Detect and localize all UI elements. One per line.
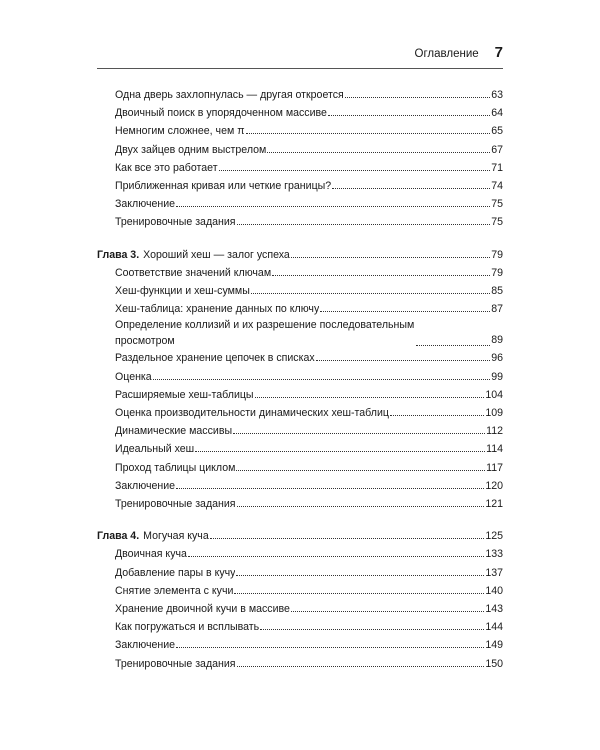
dot-leader (246, 132, 491, 134)
dot-leader (234, 592, 484, 594)
toc-entry-page: 64 (491, 107, 503, 120)
toc-entry-page: 79 (491, 266, 503, 279)
toc-entry-page: 67 (491, 143, 503, 156)
toc-entry[interactable] (97, 636, 503, 654)
toc-entry[interactable] (97, 318, 503, 349)
toc-entry-page: 71 (491, 161, 503, 174)
toc-entry[interactable] (97, 159, 503, 177)
dot-leader (188, 555, 484, 557)
toc-entry[interactable] (97, 300, 503, 318)
toc-entry-page: 150 (485, 657, 503, 670)
toc-entry-title: Динамические массивы (115, 425, 233, 438)
running-title: Оглавление (414, 48, 479, 60)
dot-leader (320, 310, 490, 312)
dot-leader (251, 292, 490, 294)
dot-leader (219, 169, 491, 171)
toc-entry-page: 85 (491, 285, 503, 298)
toc-entry[interactable] (97, 440, 503, 458)
toc-entry[interactable] (97, 368, 503, 386)
toc-entry[interactable] (97, 404, 503, 422)
toc-entry[interactable] (97, 177, 503, 195)
dot-leader (291, 256, 490, 258)
toc-entry[interactable] (97, 213, 503, 231)
toc-entry-title: Хеш-функции и хеш-суммы (115, 285, 250, 298)
dot-leader (210, 537, 485, 539)
toc-entry-page: 65 (491, 125, 503, 138)
toc-chapter-3[interactable] (97, 246, 503, 264)
chapter-title: Хороший хеш — залог успеха (143, 248, 290, 261)
dot-leader (267, 151, 490, 153)
dot-leader (233, 432, 485, 434)
toc-entry-title: Двоичная куча (115, 548, 187, 561)
toc-entry-page: 114 (486, 443, 503, 456)
toc-chapter-4[interactable] (97, 527, 503, 545)
dot-leader (236, 574, 484, 576)
page-header (97, 44, 503, 69)
toc-entry-title: Заключение (115, 479, 176, 492)
toc-entry-title: Добавление пары в кучу (115, 566, 236, 579)
toc-entry[interactable] (97, 495, 503, 513)
dot-leader (332, 187, 490, 189)
dot-leader (291, 610, 484, 612)
toc-entry-page: 74 (491, 180, 503, 193)
toc-entry-title: Двоичный поиск в упорядоченном массиве (115, 107, 327, 120)
dot-leader (345, 96, 490, 98)
toc-entry-title: Оценка производительности динамических хеш-таблиц (115, 407, 389, 420)
dot-leader (176, 205, 490, 207)
toc-entry[interactable] (97, 655, 503, 673)
toc-entry[interactable] (97, 618, 503, 636)
dot-leader (390, 414, 484, 416)
toc-entry-page: 120 (485, 479, 503, 492)
toc-entry-page: 112 (486, 425, 503, 438)
toc-entry-title: Определение коллизий и их разрешение последовательным просмотром (115, 319, 415, 347)
dot-leader (316, 359, 491, 361)
toc-entry-title: Как все это работает (115, 161, 218, 174)
toc-entry-page: 121 (485, 498, 503, 511)
toc-entry-title: Одна дверь захлопнулась — другая откроется (115, 89, 344, 101)
toc-entry-title: Раздельное хранение цепочек в списках (115, 352, 315, 365)
dot-leader (328, 114, 490, 116)
toc-entry-page: 87 (491, 303, 503, 316)
toc-entry[interactable] (97, 564, 503, 582)
toc-entry-title: Соответствие значений ключам (115, 266, 272, 279)
toc-entry[interactable] (97, 264, 503, 282)
toc-entry[interactable] (97, 422, 503, 440)
toc-entry-title: Как погружаться и всплывать (115, 621, 260, 634)
section-gap (97, 513, 503, 521)
dot-leader (237, 223, 491, 225)
toc-entry-page: 133 (485, 548, 503, 561)
toc-entry[interactable] (97, 545, 503, 563)
toc-entry-title: Тренировочные задания (115, 657, 236, 670)
chapter-label: Глава 4. (97, 530, 140, 543)
toc-entry[interactable] (97, 477, 503, 495)
toc-entry[interactable] (97, 122, 503, 140)
toc-entry-title: Хранение двоичной кучи в массиве (115, 603, 290, 616)
dot-leader (176, 646, 484, 648)
dot-leader (153, 378, 491, 380)
toc-entry[interactable] (97, 349, 503, 367)
toc-entry-page: 63 (491, 89, 503, 101)
toc-entry-page: 137 (485, 566, 503, 579)
toc-entry-page: 99 (491, 370, 503, 383)
toc-entry-title: Тренировочные задания (115, 498, 236, 511)
toc-entry-title: Двух зайцев одним выстрелом (115, 143, 267, 156)
toc-entry-page: 117 (486, 461, 503, 474)
toc-entry-title: Немногим сложнее, чем π (115, 125, 245, 138)
toc-entry[interactable] (97, 86, 503, 104)
toc-entry-page: 96 (491, 352, 503, 365)
dot-leader (260, 628, 484, 630)
toc-entry-title: Идеальный хеш (115, 443, 195, 456)
dot-leader (237, 665, 485, 667)
toc-entry-page: 104 (485, 388, 503, 401)
toc-entry[interactable] (97, 582, 503, 600)
toc-entry-page: 75 (491, 198, 503, 211)
toc-entry[interactable] (97, 282, 503, 300)
dot-leader (272, 274, 490, 276)
table-of-contents (97, 86, 503, 673)
dot-leader (255, 396, 485, 398)
toc-entry-page: 140 (485, 584, 503, 597)
toc-entry[interactable] (97, 600, 503, 618)
chapter-title: Могучая куча (143, 530, 209, 543)
section-gap (97, 232, 503, 240)
dot-leader (176, 487, 484, 489)
toc-entry[interactable] (97, 386, 503, 404)
chapter-label: Глава 3. (97, 248, 140, 261)
toc-entry-title: Тренировочные задания (115, 216, 236, 229)
toc-entry[interactable] (97, 141, 503, 159)
toc-entry[interactable] (97, 195, 503, 213)
toc-entry-page: 109 (485, 407, 503, 420)
toc-entry-title: Приближенная кривая или четкие границы? (115, 180, 332, 193)
toc-entry-page: 149 (485, 639, 503, 652)
toc-entry-page: 143 (485, 603, 503, 616)
toc-entry-title: Оценка (115, 370, 152, 383)
toc-entry-title: Заключение (115, 198, 176, 211)
toc-entry[interactable] (97, 104, 503, 122)
toc-entry-page: 89 (491, 334, 503, 347)
dot-leader (195, 450, 485, 452)
toc-entry-title: Проход таблицы циклом (115, 461, 236, 474)
toc-entry-title: Снятие элемента с кучи (115, 584, 234, 597)
toc-entry[interactable] (97, 459, 503, 477)
dot-leader (237, 505, 485, 507)
toc-entry-page: 79 (491, 248, 503, 261)
toc-entry-title: Заключение (115, 639, 176, 652)
dot-leader (236, 469, 485, 471)
dot-leader (416, 344, 490, 346)
toc-entry-page: 75 (491, 216, 503, 229)
toc-entry-page: 125 (485, 530, 503, 543)
toc-entry-title: Расширяемые хеш-таблицы (115, 388, 254, 401)
toc-entry-page: 144 (485, 621, 503, 634)
page-number: 7 (494, 44, 503, 61)
toc-entry-title: Хеш-таблица: хранение данных по ключу (115, 303, 320, 316)
